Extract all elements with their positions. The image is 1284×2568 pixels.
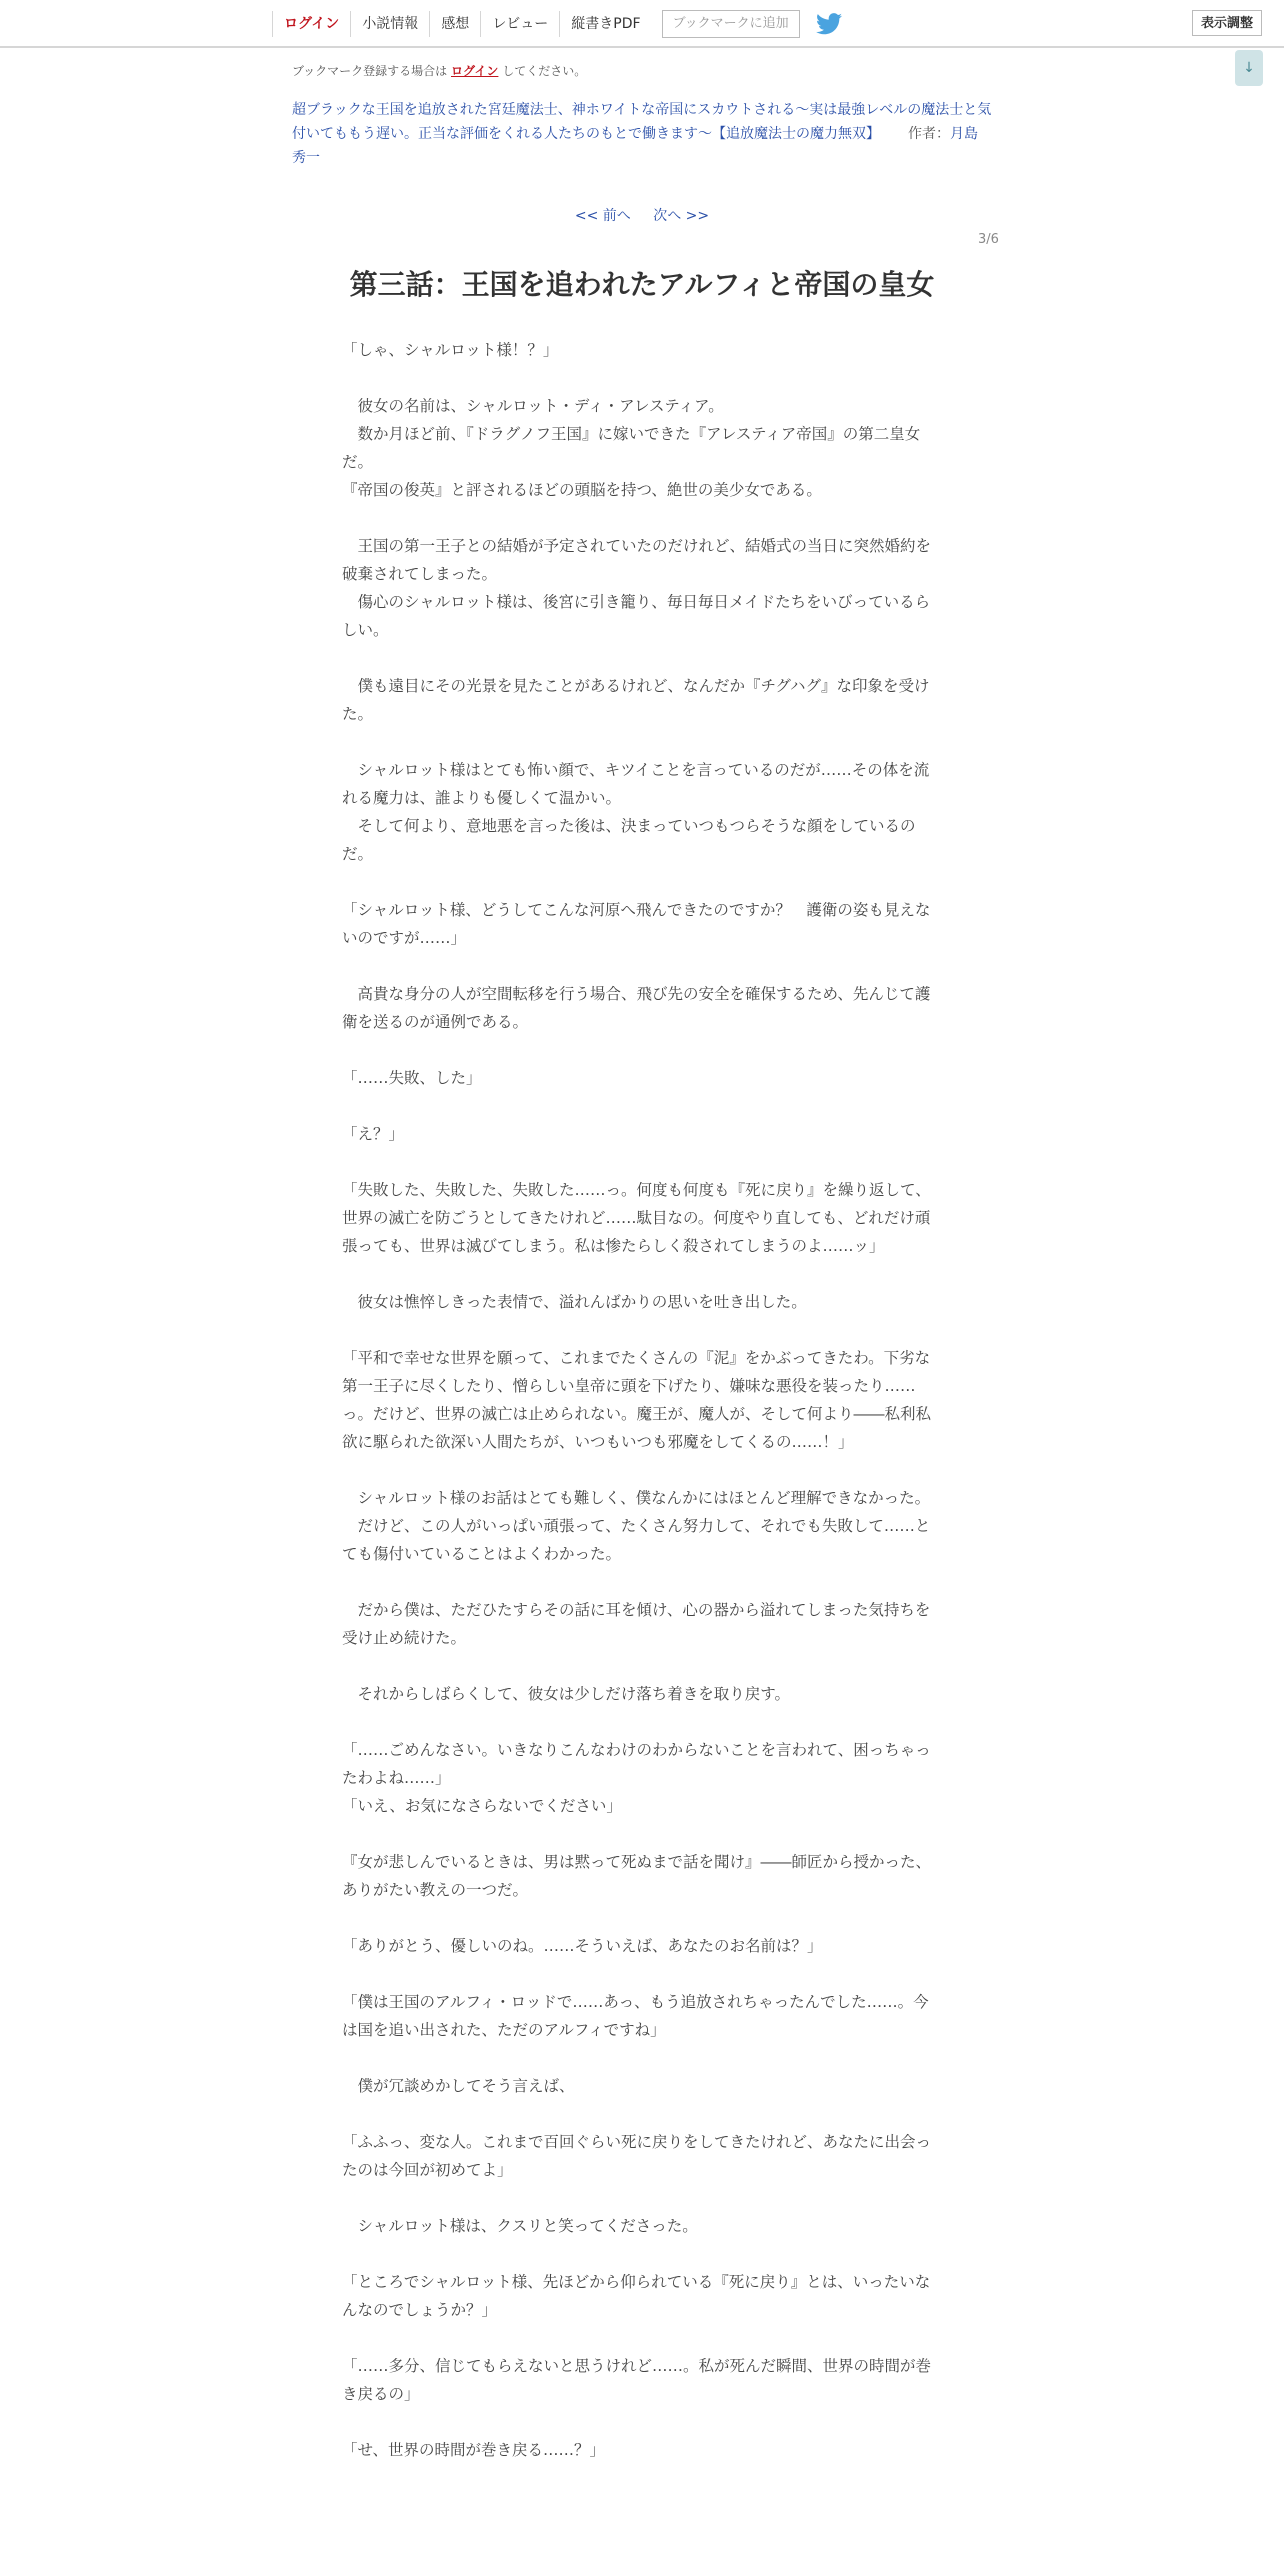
novel-paragraph: だから僕は、ただひたすらその話に耳を傾け、心の器から溢れてしまった気持ちを受け止め続けた。 <box>342 1601 931 1647</box>
novel-paragraph: そして何より、意地悪を言った後は、決まっていつもつらそうな顔をしているのだ。 <box>342 817 916 863</box>
blank-line <box>342 504 942 532</box>
blank-line <box>342 728 942 756</box>
novel-paragraph: だけど、この人がいっぱい頑張って、たくさん努力して、それでも失敗して……とても傷付いていることはよくわかった。 <box>342 1517 931 1563</box>
novel-paragraph: シャルロット様は、クスリと笑ってくださった。 <box>342 2217 698 2235</box>
blank-line <box>342 2184 942 2212</box>
nav-impressions-link[interactable]: 感想 <box>429 11 480 37</box>
blank-line <box>342 2100 942 2128</box>
blank-line <box>342 1904 942 1932</box>
novel-paragraph: 「……多分、信じてもらえないと思うけれど……。私が死んだ瞬間、世界の時間が巻き戻るの」 <box>342 2357 932 2403</box>
novel-paragraph: 「……ごめんなさい。いきなりこんなわけのわからないことを言われて、困っちゃったわよね……」 <box>342 1741 931 1787</box>
novel-paragraph: 僕も遠目にその光景を見たことがあるけれど、なんだか『チグハグ』な印象を受けた。 <box>342 677 930 723</box>
series-title-link[interactable]: 超ブラックな王国を追放された宮廷魔法士、神ホワイトな帝国にスカウトされる～実は最強レベルの魔法士と気付いてももう遅い。正当な評価をくれる人たちのもとで働きます～【追放魔法士の魔力無双】 <box>292 102 992 142</box>
novel-paragraph: 「……失敗、した」 <box>342 1069 482 1087</box>
blank-line <box>342 1148 942 1176</box>
blank-line <box>342 364 942 392</box>
novel-paragraph: 王国の第一王子との結婚が予定されていたのだけれど、結婚式の当日に突然婚約を破棄されてしまった。 <box>342 537 932 583</box>
novel-paragraph: 「いえ、お気になさらないでください」 <box>342 1797 622 1815</box>
blank-line <box>342 2044 942 2072</box>
novel-paragraph: 僕が冗談めかしてそう言えば、 <box>342 2077 575 2095</box>
main-nav <box>272 0 842 48</box>
author-label: 作者： <box>908 126 950 142</box>
chapter-pager <box>0 205 1284 225</box>
novel-paragraph: 「ふふっ、変な人。これまで百回ぐらい死に戻りをしてきたけれど、あなたに出会ったのは今回が初めてよ」 <box>342 2133 932 2179</box>
bookmark-note <box>292 62 586 79</box>
scroll-down-tab[interactable]: ↓ <box>1235 50 1263 86</box>
novel-paragraph: 『帝国の俊英』と評されるほどの頭脳を持つ、絶世の美少女である。 <box>342 481 822 499</box>
novel-paragraph: 「え？」 <box>342 1125 405 1143</box>
bookmark-note-after: してください。 <box>502 64 587 78</box>
blank-line <box>342 1568 942 1596</box>
nav-review-link[interactable]: レビュー <box>480 11 559 37</box>
novel-paragraph: 「ありがとう、優しいのね。……そういえば、あなたのお名前は？」 <box>342 1937 823 1955</box>
novel-body <box>342 336 942 2464</box>
novel-paragraph: 傷心のシャルロット様は、後宮に引き籠り、毎日毎日メイドたちをいびっているらしい。 <box>342 593 931 639</box>
bookmark-add-button[interactable]: ブックマークに追加 <box>662 10 800 38</box>
nav-vertical-pdf-link[interactable]: 縦書きPDF <box>559 11 651 37</box>
blank-line <box>342 1708 942 1736</box>
novel-paragraph: 彼女の名前は、シャルロット・ディ・アレスティア。 <box>342 397 724 415</box>
novel-paragraph: 「ところでシャルロット様、先ほどから仰られている『死に戻り』とは、いったいなんなのでしょうか？」 <box>342 2273 931 2319</box>
blank-line <box>342 1652 942 1680</box>
blank-line <box>342 1960 942 1988</box>
novel-paragraph: 『女が悲しんでいるときは、男は黙って死ぬまで話を聞け』――師匠から授かった、ありがたい教えの一つだ。 <box>342 1853 932 1899</box>
novel-paragraph: シャルロット様のお話はとても難しく、僕なんかにはほとんど理解できなかった。 <box>342 1489 931 1507</box>
novel-paragraph: それからしばらくして、彼女は少しだけ落ち着きを取り戻す。 <box>342 1685 790 1703</box>
twitter-icon[interactable] <box>816 13 842 35</box>
blank-line <box>342 2408 942 2436</box>
prev-chapter-link[interactable]: << 前へ <box>574 208 631 224</box>
author-link[interactable]: 月島 秀一 <box>292 126 978 166</box>
novel-paragraph: 彼女は憔悴しきった表情で、溢れんばかりの思いを吐き出した。 <box>342 1293 807 1311</box>
nav-login-link[interactable]: ログイン <box>272 11 350 37</box>
series-header <box>292 98 992 170</box>
chapter-title: 第三話：王国を追われたアルフィと帝国の皇女 <box>349 268 935 301</box>
novel-paragraph: シャルロット様はとても怖い顔で、キツイことを言っているのだが……その体を流れる魔力は、誰よりも優しくて温かい。 <box>342 761 930 807</box>
page-number: 3/6 <box>978 232 999 247</box>
blank-line <box>342 2324 942 2352</box>
display-adjust-button[interactable]: 表示調整 <box>1192 10 1262 36</box>
blank-line <box>342 952 942 980</box>
blank-line <box>342 1820 942 1848</box>
blank-line <box>342 2240 942 2268</box>
novel-paragraph: 「失敗した、失敗した、失敗した……っ。何度も何度も『死に戻り』を繰り返して、世界の滅亡を防ごうとしてきたけれど……駄目なの。何度やり直しても、どれだけ頑張っても、世界は滅びてしまう。私は惨たらしく殺されてしまうのよ……ッ」 <box>342 1181 931 1255</box>
blank-line <box>342 1456 942 1484</box>
top-bar <box>0 0 1284 48</box>
blank-line <box>342 1036 942 1064</box>
blank-line <box>342 1092 942 1120</box>
novel-paragraph: 「しゃ、シャルロット様！？」 <box>342 341 559 359</box>
novel-paragraph: 数か月ほど前、『ドラグノフ王国』に嫁いできた『アレスティア帝国』の第二皇女だ。 <box>342 425 921 471</box>
blank-line <box>342 644 942 672</box>
novel-paragraph: 「平和で幸せな世界を願って、これまでたくさんの『泥』をかぶってきたわ。下劣な第一王子に尽くしたり、憎らしい皇帝に頭を下げたり、嫌味な悪役を装ったり……っ。だけど、世界の滅亡は止められない。魔王が、魔人が、そして何より――私利私欲に駆られた欲深い人間たちが、いつもいつも邪魔をしてくるの……！」 <box>342 1349 932 1451</box>
novel-paragraph: 「僕は王国のアルフィ・ロッドで……あっ、もう追放されちゃったんでした……。今は国を追い出された、ただのアルフィですね」 <box>342 1993 929 2039</box>
bookmark-note-before: ブックマーク登録する場合は <box>292 64 448 78</box>
bookmark-login-link[interactable]: ログイン <box>451 64 499 78</box>
blank-line <box>342 1260 942 1288</box>
blank-line <box>342 1316 942 1344</box>
next-chapter-link[interactable]: 次へ >> <box>653 208 710 224</box>
blank-line <box>342 868 942 896</box>
novel-paragraph: 「シャルロット様、どうしてこんな河原へ飛んできたのですか？ 護衛の姿も見えないのですが……」 <box>342 901 931 947</box>
novel-paragraph: 高貴な身分の人が空間転移を行う場合、飛び先の安全を確保するため、先んじて護衛を送るのが通例である。 <box>342 985 931 1031</box>
novel-paragraph: 「せ、世界の時間が巻き戻る……？」 <box>342 2441 606 2459</box>
nav-novel-info-link[interactable]: 小説情報 <box>350 11 429 37</box>
